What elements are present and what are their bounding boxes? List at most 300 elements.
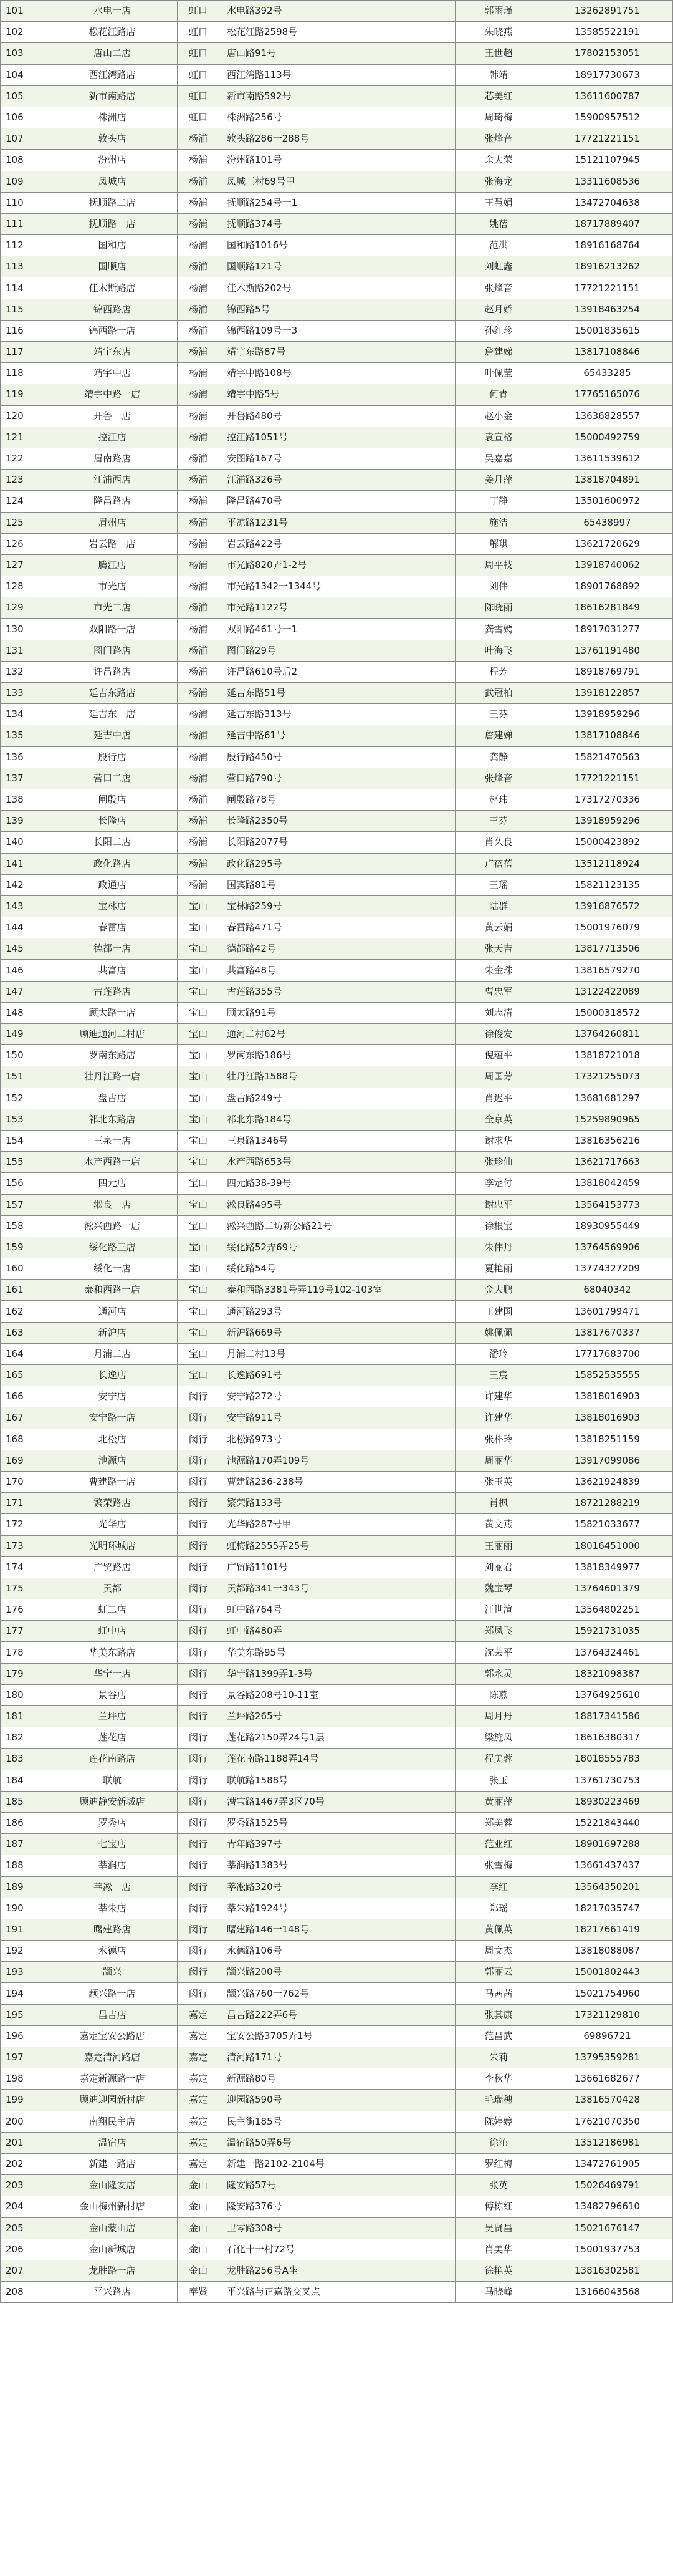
contact-name-cell: 张玉英 [456, 1471, 542, 1492]
phone-number-cell: 13818016903 [542, 1407, 673, 1429]
district-cell: 闵行 [178, 1514, 219, 1535]
store-name-cell: 联航 [47, 1770, 178, 1791]
row-number-cell: 153 [1, 1109, 47, 1130]
store-name-cell: 双阳路一店 [47, 619, 178, 640]
store-name-cell: 敦头店 [47, 128, 178, 150]
phone-number-cell: 13681681297 [542, 1088, 673, 1109]
store-name-cell: 顾迪迎园新村店 [47, 2090, 178, 2111]
row-number-cell: 104 [1, 64, 47, 85]
phone-number-cell: 13585522191 [542, 22, 673, 43]
address-cell: 兰坪路265号 [219, 1706, 456, 1727]
address-cell: 绥化路52弄69号 [219, 1237, 456, 1258]
phone-number-cell: 13621717663 [542, 1152, 673, 1173]
table-row [1, 704, 673, 725]
address-cell: 虹中路764号 [219, 1599, 456, 1621]
store-name-cell: 唐山二店 [47, 43, 178, 64]
phone-number-cell: 17321129810 [542, 2004, 673, 2025]
district-cell: 闵行 [178, 1386, 219, 1407]
row-number-cell: 143 [1, 895, 47, 917]
address-cell: 汾州路101号 [219, 150, 456, 171]
district-cell: 杨浦 [178, 277, 219, 299]
row-number-cell: 121 [1, 427, 47, 448]
address-cell: 迎园路590号 [219, 2090, 456, 2111]
row-number-cell: 141 [1, 853, 47, 874]
address-cell: 清河路171号 [219, 2047, 456, 2068]
phone-number-cell: 13621720629 [542, 533, 673, 554]
address-cell: 虹中路480弄 [219, 1621, 456, 1642]
store-name-cell: 淞良一店 [47, 1194, 178, 1215]
row-number-cell: 168 [1, 1429, 47, 1450]
table-row [1, 1578, 673, 1599]
table-row [1, 768, 673, 789]
address-cell: 光华路287号甲 [219, 1514, 456, 1535]
address-cell: 凤城三村69号甲 [219, 171, 456, 192]
address-cell: 长阳路2077号 [219, 832, 456, 853]
contact-name-cell: 陈燕 [456, 1684, 542, 1705]
store-name-cell: 眉南路店 [47, 448, 178, 469]
phone-number-cell: 18616380317 [542, 1727, 673, 1749]
address-cell: 新市南路592号 [219, 85, 456, 107]
table-row [1, 128, 673, 150]
address-cell: 株洲路256号 [219, 107, 456, 128]
table-row [1, 1002, 673, 1023]
contact-name-cell: 马晓峰 [456, 2282, 542, 2303]
district-cell: 金山 [178, 2196, 219, 2217]
row-number-cell: 157 [1, 1194, 47, 1215]
row-number-cell: 182 [1, 1727, 47, 1749]
address-cell: 市光路820弄1-2号 [219, 554, 456, 576]
address-cell: 月浦二村13号 [219, 1343, 456, 1364]
address-cell: 延吉东路313号 [219, 704, 456, 725]
district-cell: 宝山 [178, 1130, 219, 1151]
store-name-cell: 通河店 [47, 1301, 178, 1322]
address-cell: 江浦路326号 [219, 470, 456, 491]
store-name-cell: 华美东路店 [47, 1642, 178, 1663]
table-row [1, 1812, 673, 1833]
phone-number-cell: 13621924839 [542, 1471, 673, 1492]
address-cell: 靖宇中路108号 [219, 363, 456, 384]
table-row [1, 1173, 673, 1194]
table-row [1, 1556, 673, 1578]
district-cell: 嘉定 [178, 2004, 219, 2025]
row-number-cell: 111 [1, 213, 47, 234]
phone-number-cell: 13472761905 [542, 2153, 673, 2174]
contact-name-cell: 黄丽萍 [456, 1791, 542, 1812]
phone-number-cell: 18016451000 [542, 1535, 673, 1556]
district-cell: 嘉定 [178, 2111, 219, 2132]
table-row [1, 725, 673, 746]
phone-number-cell: 15000318572 [542, 1002, 673, 1023]
row-number-cell: 158 [1, 1215, 47, 1237]
table-row [1, 746, 673, 768]
address-cell: 德都路42号 [219, 938, 456, 960]
table-row [1, 1642, 673, 1663]
table-row [1, 320, 673, 341]
store-name-cell: 江浦西店 [47, 470, 178, 491]
contact-name-cell: 张其康 [456, 2004, 542, 2025]
district-cell: 闵行 [178, 1407, 219, 1429]
contact-name-cell: 周丽华 [456, 1450, 542, 1471]
row-number-cell: 140 [1, 832, 47, 853]
phone-number-cell: 13311608536 [542, 171, 673, 192]
store-name-cell: 抚顺路一店 [47, 213, 178, 234]
table-row [1, 405, 673, 427]
district-cell: 杨浦 [178, 725, 219, 746]
district-cell: 杨浦 [178, 491, 219, 512]
row-number-cell: 201 [1, 2132, 47, 2153]
row-number-cell: 101 [1, 1, 47, 22]
address-cell: 曹建路236-238号 [219, 1471, 456, 1492]
address-cell: 三泉路1346号 [219, 1130, 456, 1151]
store-name-cell: 图门路店 [47, 640, 178, 661]
phone-number-cell: 13816356216 [542, 1130, 673, 1151]
contact-name-cell: 刘丽君 [456, 1556, 542, 1578]
row-number-cell: 202 [1, 2153, 47, 2174]
table-row [1, 1024, 673, 1045]
district-cell: 宝山 [178, 938, 219, 960]
phone-number-cell: 13761191480 [542, 640, 673, 661]
address-cell: 许昌路610号后2 [219, 661, 456, 682]
district-cell: 杨浦 [178, 128, 219, 150]
contact-name-cell: 余大荣 [456, 150, 542, 171]
table-row [1, 1215, 673, 1237]
phone-number-cell: 13818042459 [542, 1173, 673, 1194]
table-row [1, 277, 673, 299]
district-cell: 闵行 [178, 1471, 219, 1492]
table-row [1, 1834, 673, 1855]
store-name-cell: 靖宇中路一店 [47, 384, 178, 405]
contact-name-cell: 肖久良 [456, 832, 542, 853]
table-row [1, 107, 673, 128]
table-row [1, 2090, 673, 2111]
table-row [1, 1258, 673, 1280]
contact-name-cell: 张海龙 [456, 171, 542, 192]
contact-name-cell: 叶佩莹 [456, 363, 542, 384]
table-row [1, 1876, 673, 1898]
phone-number-cell: 13564153773 [542, 1194, 673, 1215]
address-cell: 西江湾路113号 [219, 64, 456, 85]
store-name-cell: 七宝店 [47, 1834, 178, 1855]
row-number-cell: 145 [1, 938, 47, 960]
address-cell: 锦西路109号一3 [219, 320, 456, 341]
contact-name-cell: 刘伟 [456, 576, 542, 597]
table-row [1, 43, 673, 64]
district-cell: 闵行 [178, 1578, 219, 1599]
address-cell: 岩云路422号 [219, 533, 456, 554]
address-cell: 罗秀路1525号 [219, 1812, 456, 1833]
contact-name-cell: 刘志清 [456, 1002, 542, 1023]
district-cell: 宝山 [178, 1194, 219, 1215]
phone-number-cell: 15121107945 [542, 150, 673, 171]
store-name-cell: 莲花店 [47, 1727, 178, 1749]
store-name-cell: 金山蒙山店 [47, 2217, 178, 2239]
contact-name-cell: 赵小金 [456, 405, 542, 427]
address-cell: 繁荣路133号 [219, 1493, 456, 1514]
contact-name-cell: 张英 [456, 2175, 542, 2196]
row-number-cell: 124 [1, 491, 47, 512]
phone-number-cell: 18901768892 [542, 576, 673, 597]
row-number-cell: 178 [1, 1642, 47, 1663]
district-cell: 宝山 [178, 1002, 219, 1023]
store-name-cell: 南翔民主店 [47, 2111, 178, 2132]
phone-number-cell: 13482796610 [542, 2196, 673, 2217]
row-number-cell: 138 [1, 789, 47, 810]
address-cell: 新源路80号 [219, 2068, 456, 2090]
store-name-cell: 安宁路一店 [47, 1407, 178, 1429]
contact-name-cell: 汪世渲 [456, 1599, 542, 1621]
district-cell: 杨浦 [178, 789, 219, 810]
table-row [1, 1791, 673, 1812]
district-cell: 宝山 [178, 960, 219, 981]
row-number-cell: 129 [1, 597, 47, 619]
phone-number-cell: 15900957512 [542, 107, 673, 128]
row-number-cell: 186 [1, 1812, 47, 1833]
table-row [1, 1429, 673, 1450]
row-number-cell: 159 [1, 1237, 47, 1258]
row-number-cell: 109 [1, 171, 47, 192]
phone-number-cell: 18916213262 [542, 256, 673, 277]
address-cell: 淞兴西路二坊新公路21号 [219, 1215, 456, 1237]
district-cell: 杨浦 [178, 427, 219, 448]
contact-name-cell: 徐艳英 [456, 2260, 542, 2281]
row-number-cell: 176 [1, 1599, 47, 1621]
store-name-cell: 顾迪通河二村店 [47, 1024, 178, 1045]
store-name-cell: 长阳二店 [47, 832, 178, 853]
phone-number-cell: 13918959296 [542, 811, 673, 832]
district-cell: 闵行 [178, 1812, 219, 1833]
address-cell: 抚顺路374号 [219, 213, 456, 234]
contact-name-cell: 曹忠军 [456, 981, 542, 1002]
district-cell: 闵行 [178, 1621, 219, 1642]
row-number-cell: 131 [1, 640, 47, 661]
contact-name-cell: 范亚红 [456, 1834, 542, 1855]
store-name-cell: 眉州店 [47, 512, 178, 533]
store-name-cell: 月浦二店 [47, 1343, 178, 1364]
contact-name-cell: 张珍仙 [456, 1152, 542, 1173]
contact-name-cell: 肖美华 [456, 2239, 542, 2260]
address-cell: 景谷路208号10-11室 [219, 1684, 456, 1705]
phone-number-cell: 15001937753 [542, 2239, 673, 2260]
store-name-cell: 光明环城店 [47, 1535, 178, 1556]
row-number-cell: 146 [1, 960, 47, 981]
phone-number-cell: 65438997 [542, 512, 673, 533]
contact-name-cell: 周平枝 [456, 554, 542, 576]
phone-number-cell: 15821470563 [542, 746, 673, 768]
store-name-cell: 龙胜路一店 [47, 2260, 178, 2281]
phone-number-cell: 13918463254 [542, 299, 673, 320]
store-name-cell: 水产西路一店 [47, 1152, 178, 1173]
contact-name-cell: 王慧娟 [456, 192, 542, 213]
address-cell: 泰和西路3381号弄119号102-103室 [219, 1280, 456, 1301]
address-cell: 牡丹江路1588号 [219, 1066, 456, 1088]
contact-name-cell: 韩靖 [456, 64, 542, 85]
phone-number-cell: 15921731035 [542, 1621, 673, 1642]
contact-name-cell: 肖枫 [456, 1493, 542, 1514]
table-row [1, 2282, 673, 2303]
table-row [1, 1237, 673, 1258]
district-cell: 杨浦 [178, 640, 219, 661]
address-cell: 顾太路91号 [219, 1002, 456, 1023]
contact-name-cell: 黄云娟 [456, 917, 542, 938]
phone-number-cell: 13818088087 [542, 1941, 673, 1962]
row-number-cell: 191 [1, 1919, 47, 1940]
contact-name-cell: 肖迟平 [456, 1088, 542, 1109]
contact-name-cell: 徐根宝 [456, 1215, 542, 1237]
contact-name-cell: 谢忠平 [456, 1194, 542, 1215]
store-name-cell: 水电一店 [47, 1, 178, 22]
table-row [1, 1962, 673, 1983]
phone-number-cell: 18817341586 [542, 1706, 673, 1727]
contact-name-cell: 解琪 [456, 533, 542, 554]
district-cell: 宝山 [178, 1109, 219, 1130]
district-cell: 闵行 [178, 1855, 219, 1876]
phone-number-cell: 18901697288 [542, 1834, 673, 1855]
district-cell: 宝山 [178, 1088, 219, 1109]
row-number-cell: 147 [1, 981, 47, 1002]
store-name-cell: 虹二店 [47, 1599, 178, 1621]
contact-name-cell: 罗红梅 [456, 2153, 542, 2174]
address-cell: 延吉中路61号 [219, 725, 456, 746]
table-row [1, 1301, 673, 1322]
district-cell: 闵行 [178, 1791, 219, 1812]
store-name-cell: 长隆店 [47, 811, 178, 832]
phone-number-cell: 18217661419 [542, 1919, 673, 1940]
table-row [1, 981, 673, 1002]
address-cell: 北松路973号 [219, 1429, 456, 1450]
store-name-cell: 新沪店 [47, 1322, 178, 1343]
district-cell: 杨浦 [178, 746, 219, 768]
store-name-cell: 松花江路店 [47, 22, 178, 43]
phone-number-cell: 15021676147 [542, 2217, 673, 2239]
address-cell: 新沪路669号 [219, 1322, 456, 1343]
table-row [1, 213, 673, 234]
district-cell: 杨浦 [178, 576, 219, 597]
phone-number-cell: 15821123135 [542, 874, 673, 895]
address-cell: 莘朱路1924号 [219, 1898, 456, 1919]
contact-name-cell: 朱金珠 [456, 960, 542, 981]
address-cell: 双阳路461号一1 [219, 619, 456, 640]
contact-name-cell: 龚雪嫣 [456, 619, 542, 640]
district-cell: 闵行 [178, 1429, 219, 1450]
phone-number-cell: 15000492759 [542, 427, 673, 448]
address-cell: 四元路38-39号 [219, 1173, 456, 1194]
phone-number-cell: 13917099086 [542, 1450, 673, 1471]
store-name-cell: 嘉定宝安公路店 [47, 2025, 178, 2047]
contact-name-cell: 姜月萍 [456, 470, 542, 491]
address-cell: 漕宝路1467弄3区70号 [219, 1791, 456, 1812]
table-row [1, 1919, 673, 1940]
phone-number-cell: 18918769791 [542, 661, 673, 682]
district-cell: 嘉定 [178, 2068, 219, 2090]
district-cell: 金山 [178, 2217, 219, 2239]
address-cell: 永德路106号 [219, 1941, 456, 1962]
contact-name-cell: 周国芳 [456, 1066, 542, 1088]
contact-name-cell: 周琦梅 [456, 107, 542, 128]
phone-number-cell: 13611600787 [542, 85, 673, 107]
contact-name-cell: 龚静 [456, 746, 542, 768]
contact-name-cell: 周文杰 [456, 1941, 542, 1962]
contact-name-cell: 马茜茜 [456, 1983, 542, 2004]
address-cell: 广贸路1101号 [219, 1556, 456, 1578]
contact-name-cell: 姚佩佩 [456, 1322, 542, 1343]
address-cell: 营口路790号 [219, 768, 456, 789]
address-cell: 温宿路50弄6号 [219, 2132, 456, 2153]
address-cell: 联航路1588号 [219, 1770, 456, 1791]
district-cell: 虹口 [178, 1, 219, 22]
address-cell: 绥化路54号 [219, 1258, 456, 1280]
phone-number-cell: 17721221151 [542, 768, 673, 789]
row-number-cell: 199 [1, 2090, 47, 2111]
table-row [1, 384, 673, 405]
table-row [1, 150, 673, 171]
address-cell: 松花江路2598号 [219, 22, 456, 43]
phone-number-cell: 13764569906 [542, 1237, 673, 1258]
row-number-cell: 173 [1, 1535, 47, 1556]
row-number-cell: 196 [1, 2025, 47, 2047]
store-name-cell: 岩云路一店 [47, 533, 178, 554]
table-row [1, 1493, 673, 1514]
table-row [1, 917, 673, 938]
phone-number-cell: 13816570428 [542, 2090, 673, 2111]
table-row [1, 789, 673, 810]
store-name-cell: 四元店 [47, 1173, 178, 1194]
address-cell: 敦头路286一288号 [219, 128, 456, 150]
row-number-cell: 207 [1, 2260, 47, 2281]
phone-number-cell: 13661682677 [542, 2068, 673, 2090]
contact-name-cell: 王丽丽 [456, 1535, 542, 1556]
store-name-cell: 平兴路店 [47, 2282, 178, 2303]
district-cell: 闵行 [178, 1898, 219, 1919]
district-cell: 闵行 [178, 1450, 219, 1471]
phone-number-cell: 13166043568 [542, 2282, 673, 2303]
table-row [1, 661, 673, 682]
contact-name-cell: 张雪梅 [456, 1855, 542, 1876]
row-number-cell: 172 [1, 1514, 47, 1535]
address-cell: 靖宇中路5号 [219, 384, 456, 405]
store-name-cell: 开鲁一店 [47, 405, 178, 427]
district-cell: 宝山 [178, 1280, 219, 1301]
row-number-cell: 169 [1, 1450, 47, 1471]
store-name-cell: 长逸店 [47, 1365, 178, 1386]
address-cell: 殷行路450号 [219, 746, 456, 768]
address-cell: 共富路48号 [219, 960, 456, 981]
contact-name-cell: 谢求华 [456, 1130, 542, 1151]
district-cell: 闵行 [178, 1663, 219, 1684]
phone-number-cell: 15259890965 [542, 1109, 673, 1130]
table-row [1, 1599, 673, 1621]
district-cell: 嘉定 [178, 2132, 219, 2153]
contact-name-cell: 魏宝琴 [456, 1578, 542, 1599]
district-cell: 宝山 [178, 917, 219, 938]
contact-name-cell: 赵月娇 [456, 299, 542, 320]
row-number-cell: 185 [1, 1791, 47, 1812]
row-number-cell: 204 [1, 2196, 47, 2217]
table-row [1, 1343, 673, 1364]
address-cell: 石化十一村72号 [219, 2239, 456, 2260]
district-cell: 杨浦 [178, 768, 219, 789]
contact-name-cell: 李红 [456, 1876, 542, 1898]
address-cell: 政化路295号 [219, 853, 456, 874]
phone-number-cell: 13818251159 [542, 1429, 673, 1450]
address-cell: 市光路1122号 [219, 597, 456, 619]
table-row [1, 832, 673, 853]
table-row [1, 470, 673, 491]
row-number-cell: 175 [1, 1578, 47, 1599]
row-number-cell: 162 [1, 1301, 47, 1322]
row-number-cell: 144 [1, 917, 47, 938]
phone-number-cell: 18616281849 [542, 597, 673, 619]
row-number-cell: 183 [1, 1749, 47, 1770]
